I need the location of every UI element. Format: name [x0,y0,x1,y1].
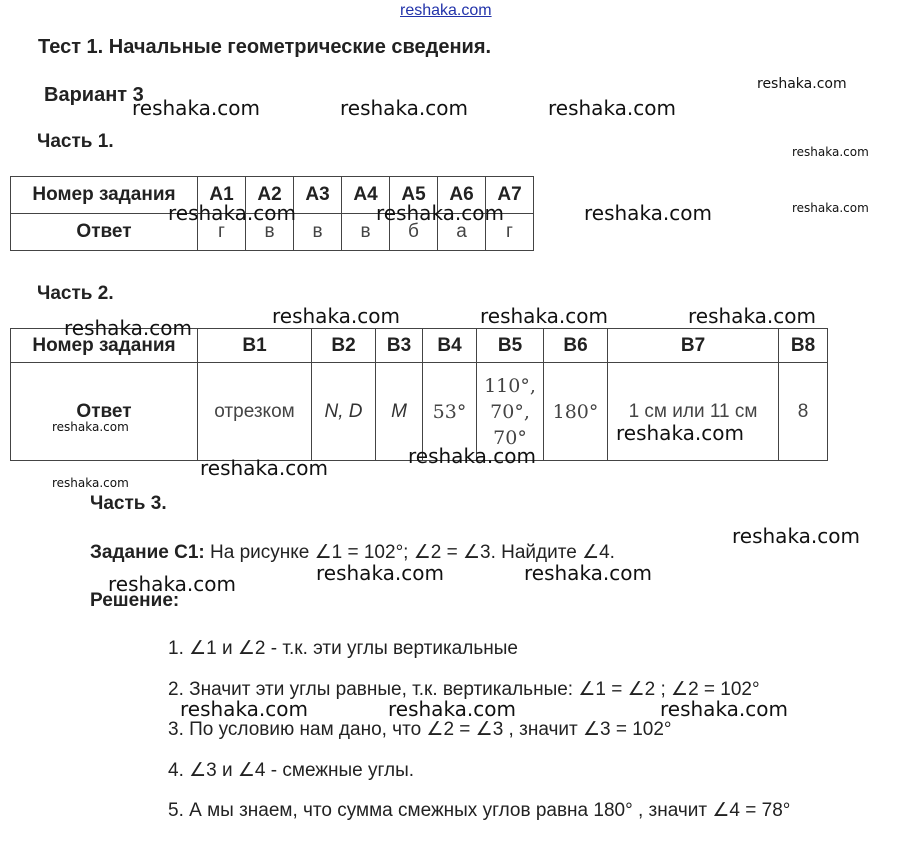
watermark: reshaka.com [52,476,129,490]
part2-col: B4 [423,329,477,363]
watermark: reshaka.com [180,697,308,721]
solution-step: 4. ∠3 и ∠4 - смежные углы. [168,760,415,781]
watermark: reshaka.com [792,201,869,215]
part2-col: B8 [779,329,828,363]
part1-answer: б [390,214,438,251]
watermark: reshaka.com [64,316,192,340]
watermark: reshaka.com [792,145,869,159]
watermark: reshaka.com [584,201,712,225]
solution-step: 5. А мы знаем, что сумма смежных углов равна 180° , значит ∠4 = 78° [168,800,791,821]
part2-answer: M [376,363,423,461]
task-c1-text: На рисунке ∠1 = 102°; ∠2 = ∠3. Найдите ∠4. [210,542,615,563]
watermark: reshaka.com [480,304,608,328]
watermark: reshaka.com [616,421,744,445]
watermark: reshaka.com [272,304,400,328]
watermark: reshaka.com [408,444,536,468]
part1-answer: г [198,214,246,251]
part1-col: A7 [486,177,534,214]
part2-col: B7 [608,329,779,363]
part2-col: B5 [477,329,544,363]
part2-answer: 1 см или 11 см [608,363,779,461]
part1-label: Часть 1. [37,131,114,152]
watermark: reshaka.com [316,561,444,585]
solution-label: Решение: [90,590,180,611]
part3-label: Часть 3. [90,493,167,514]
part2-answer: 110°, 70°, 70° [477,363,544,461]
part1-answer-label: Ответ [11,214,198,251]
part2-header-label: Номер задания [11,329,198,363]
part2-answer: 8 [779,363,828,461]
part2-answer: отрезком [198,363,312,461]
part1-col: A6 [438,177,486,214]
site-link[interactable]: reshaka.com [400,2,492,19]
part2-answer: 180° [544,363,608,461]
page-title: Тест 1. Начальные геометрические сведения. [38,36,492,58]
part1-col: A5 [390,177,438,214]
watermark: reshaka.com [340,96,468,120]
watermark: reshaka.com [548,96,676,120]
part2-col: B6 [544,329,608,363]
part2-col: B1 [198,329,312,363]
watermark: reshaka.com [388,697,516,721]
part2-col: B2 [312,329,376,363]
part1-col: A1 [198,177,246,214]
solution-step: 3. По условию нам дано, что ∠2 = ∠3 , значит ∠3 = 102° [168,719,672,740]
watermark: reshaka.com [757,76,847,92]
watermark: reshaka.com [132,96,260,120]
part2-label: Часть 2. [37,283,114,304]
part1-answer: г [486,214,534,251]
part1-answer: в [246,214,294,251]
watermark: reshaka.com [168,201,296,225]
watermark: reshaka.com [524,561,652,585]
part1-answer: а [438,214,486,251]
watermark: reshaka.com [376,201,504,225]
part2-answer-label: Ответ [11,363,198,461]
solution-step: 1. ∠1 и ∠2 - т.к. эти углы вертикальные [168,638,518,659]
part1-col: A4 [342,177,390,214]
part2-answer: 53° [423,363,477,461]
part1-header-label: Номер задания [11,177,198,214]
watermark: reshaka.com [660,697,788,721]
part1-col: A3 [294,177,342,214]
part1-answer: в [342,214,390,251]
part2-answer: N, D [312,363,376,461]
task-c1-label: Задание С1: [90,542,205,563]
part2-col: B3 [376,329,423,363]
solution-step: 2. Значит эти углы равные, т.к. вертикальные: ∠1 = ∠2 ; ∠2 = 102° [168,679,760,700]
watermark: reshaka.com [108,572,236,596]
watermark: reshaka.com [732,524,860,548]
watermark: reshaka.com [688,304,816,328]
part1-col: A2 [246,177,294,214]
variant-label: Вариант 3 [44,84,144,106]
watermark: reshaka.com [200,456,328,480]
part1-answer: в [294,214,342,251]
watermark: reshaka.com [52,420,129,434]
